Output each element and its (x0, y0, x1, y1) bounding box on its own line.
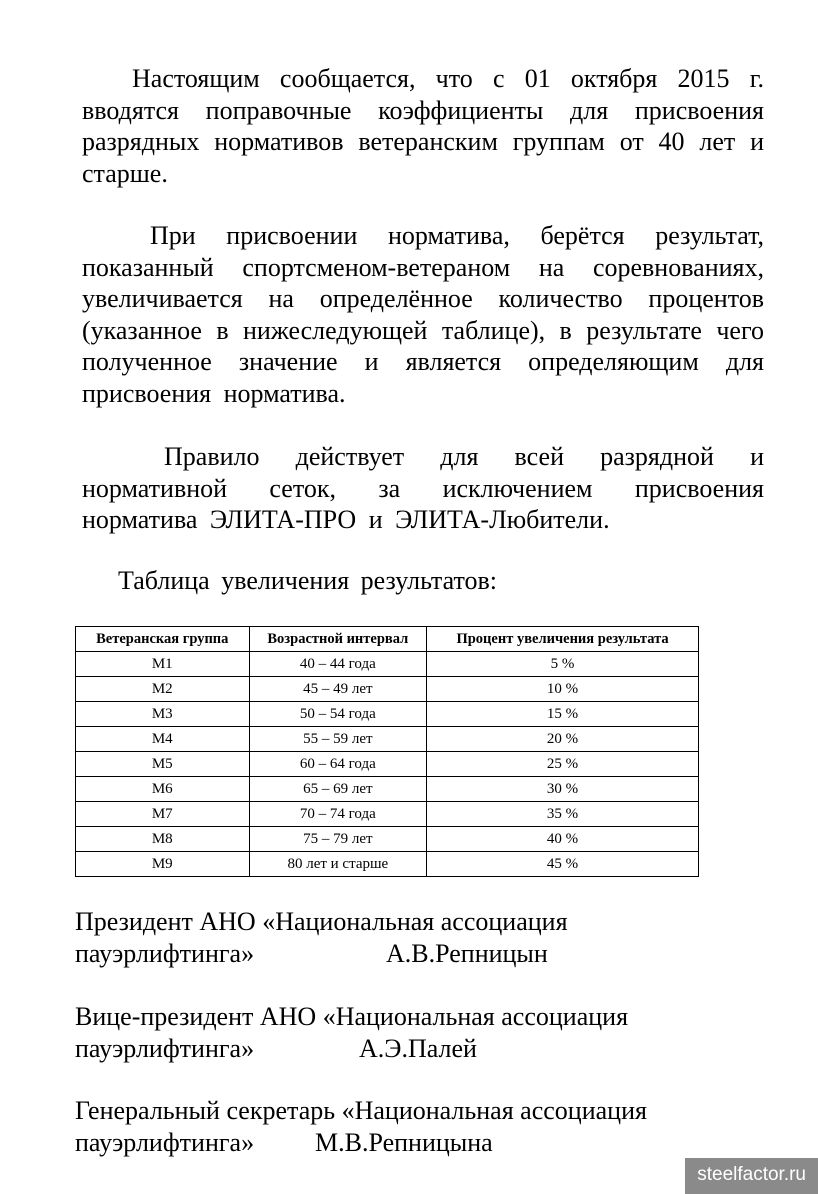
watermark-badge: steelfactor.ru (685, 1158, 818, 1194)
table-row (76, 752, 699, 777)
table-row (76, 702, 699, 727)
paragraph-intro-text: Настоящим сообщается, что с 01 октября 2015 г. вводятся поправочные коэффициенты для присвоения разрядных нормативов ветеранским группам от 40 лет и старше. (82, 64, 764, 188)
signature-org: пауэрлифтинга» (75, 939, 255, 968)
cell-age: 70 – 74 года (249, 802, 427, 827)
cell-group: М6 (76, 777, 250, 802)
cell-age: 60 – 64 года (249, 752, 427, 777)
signature-general-secretary (75, 1095, 755, 1159)
cell-percent: 25 % (427, 752, 699, 777)
cell-group: М9 (76, 852, 250, 877)
cell-age: 75 – 79 лет (249, 827, 427, 852)
cell-group: М2 (76, 677, 250, 702)
signature-name: М.В.Репницына (315, 1128, 493, 1157)
cell-group: М8 (76, 827, 250, 852)
table-row (76, 677, 699, 702)
cell-percent: 40 % (427, 827, 699, 852)
signature-org: пауэрлифтинга» (75, 1128, 255, 1157)
header-age-interval: Возрастной интервал (249, 627, 427, 652)
paragraph-exception (82, 441, 764, 536)
cell-group: М4 (76, 727, 250, 752)
cell-age: 45 – 49 лет (249, 677, 427, 702)
cell-age: 65 – 69 лет (249, 777, 427, 802)
signature-title: Генеральный секретарь «Национальная ассоциация (75, 1096, 647, 1125)
signature-name: А.В.Репницын (386, 939, 548, 968)
cell-percent: 10 % (427, 677, 699, 702)
cell-group: М7 (76, 802, 250, 827)
header-veteran-group: Ветеранская группа (76, 627, 250, 652)
cell-percent: 20 % (427, 727, 699, 752)
cell-group: М3 (76, 702, 250, 727)
signature-title: Президент АНО «Национальная ассоциация (75, 907, 568, 936)
cell-percent: 30 % (427, 777, 699, 802)
table-header-row (76, 627, 699, 652)
cell-age: 80 лет и старше (249, 852, 427, 877)
cell-percent: 15 % (427, 702, 699, 727)
signature-president (75, 906, 755, 970)
signature-vice-president (75, 1001, 755, 1065)
table-row (76, 827, 699, 852)
header-increase-percent: Процент увеличения результата (427, 627, 699, 652)
cell-age: 40 – 44 года (249, 652, 427, 677)
table-row (76, 852, 699, 877)
table-row (76, 727, 699, 752)
paragraph-exception-text: Правило действует для всей разрядной и нормативной сеток, за исключением присвоения норматива ЭЛИТА-ПРО и ЭЛИТА-Любители. (82, 442, 764, 534)
table-row (76, 777, 699, 802)
cell-group: М1 (76, 652, 250, 677)
signature-org: пауэрлифтинга» (75, 1034, 255, 1063)
signature-title: Вице-президент АНО «Национальная ассоциация (75, 1002, 629, 1031)
cell-age: 55 – 59 лет (249, 727, 427, 752)
results-increase-table (75, 626, 699, 877)
signature-name: А.Э.Палей (359, 1034, 477, 1063)
cell-percent: 45 % (427, 852, 699, 877)
paragraph-rule-description (82, 220, 764, 409)
cell-percent: 35 % (427, 802, 699, 827)
table-row (76, 802, 699, 827)
cell-age: 50 – 54 года (249, 702, 427, 727)
table-title: Таблица увеличения результатов: (118, 566, 498, 595)
paragraph-intro (82, 63, 764, 189)
paragraph-rule-description-text: При присвоении норматива, берётся результат, показанный спортсменом-ветераном на соревнованиях, увеличивается на определённое количество процентов (указанное в нижеследующей таблице), в результате чего полученное значение и является определяющим для присвоения норматива. (82, 221, 764, 408)
cell-percent: 5 % (427, 652, 699, 677)
cell-group: М5 (76, 752, 250, 777)
table-row (76, 652, 699, 677)
